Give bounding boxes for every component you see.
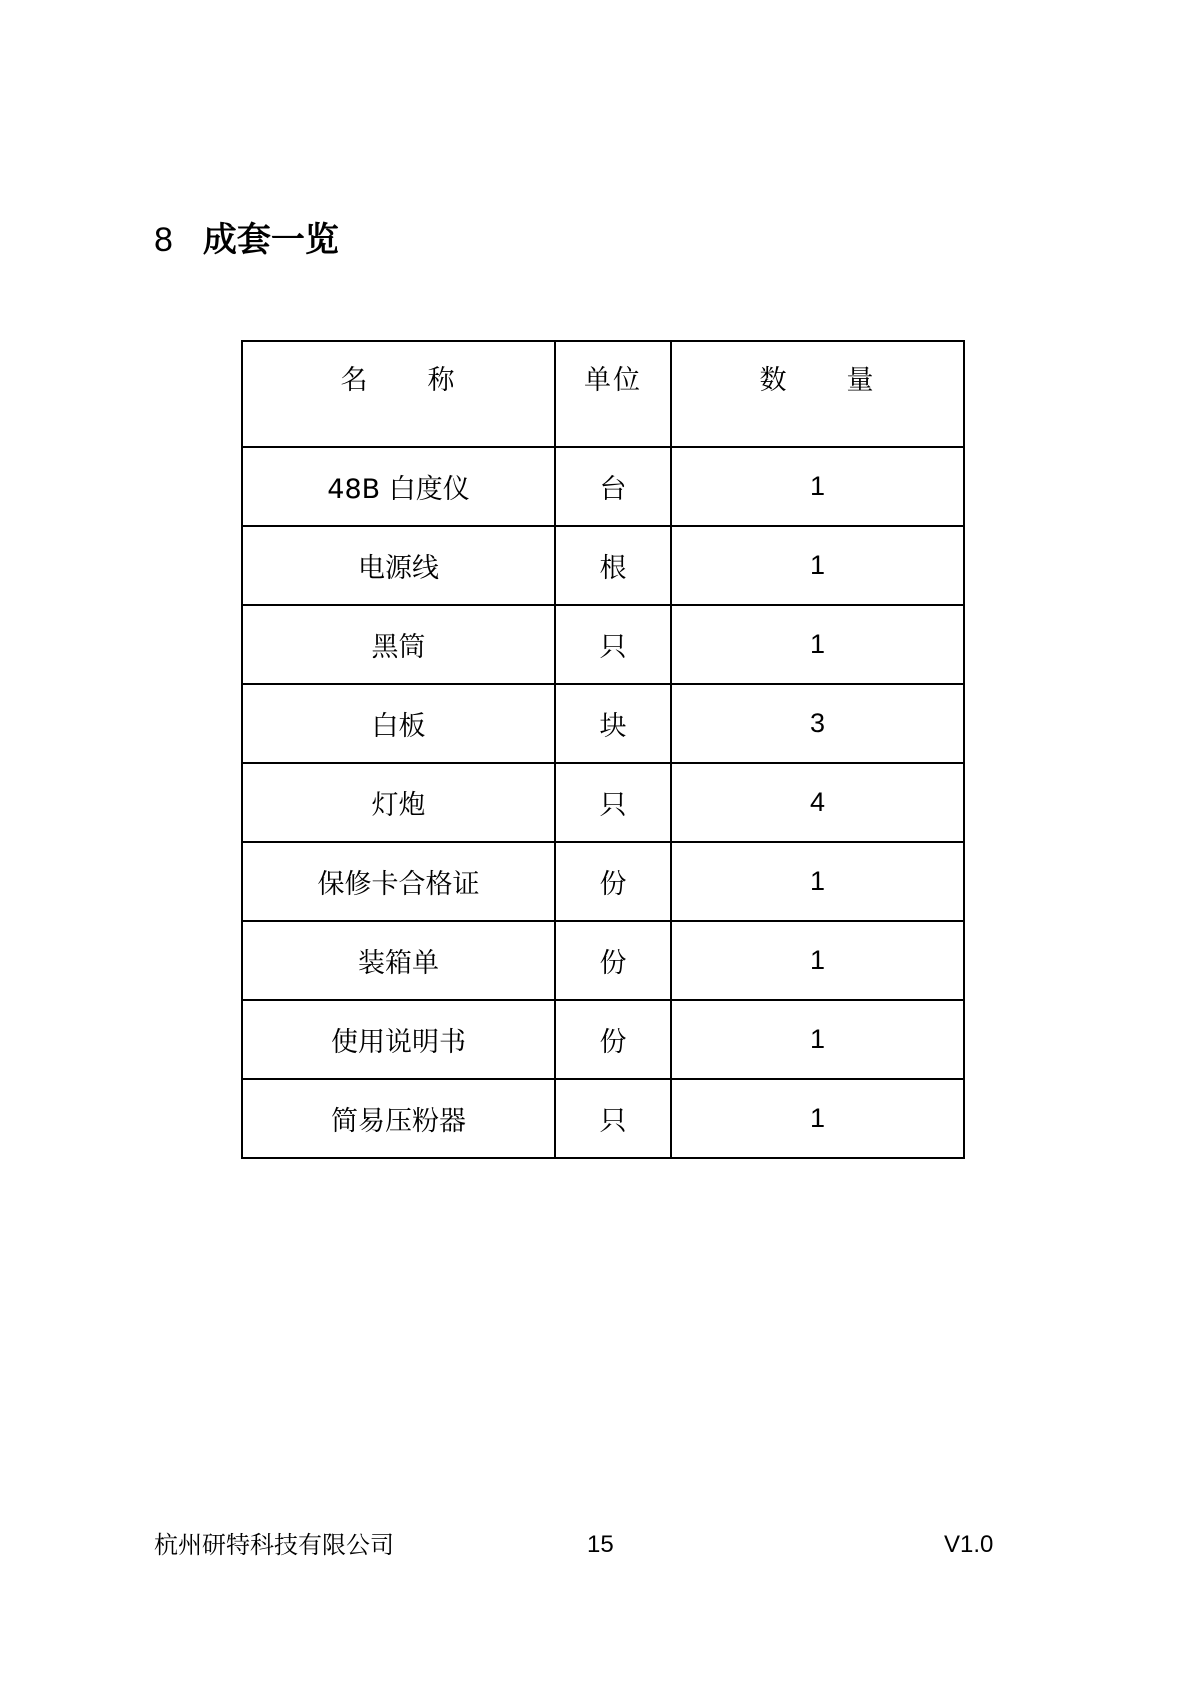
section-title: 成套一览 (202, 220, 339, 260)
cell-qty: 1 (671, 1000, 964, 1079)
cell-unit: 台 (555, 447, 671, 526)
cell-qty: 1 (671, 605, 964, 684)
cell-name: 使用说明书 (242, 1000, 555, 1079)
cell-unit: 只 (555, 1079, 671, 1158)
footer-version: V1.0 (944, 1531, 994, 1558)
cell-qty: 1 (671, 526, 964, 605)
table-row (242, 605, 964, 684)
footer-page-number: 15 (587, 1531, 614, 1558)
table-row (242, 1000, 964, 1079)
cell-unit: 只 (555, 605, 671, 684)
kit-list-table (241, 340, 965, 1159)
cell-qty: 1 (671, 921, 964, 1000)
cell-unit: 份 (555, 1000, 671, 1079)
cell-name: 灯炮 (242, 763, 555, 842)
cell-name: 保修卡合格证 (242, 842, 555, 921)
cell-name: 白板 (242, 684, 555, 763)
cell-unit: 份 (555, 842, 671, 921)
cell-name: 48B 白度仪 (242, 447, 555, 526)
section-heading (154, 215, 339, 265)
cell-qty: 3 (671, 684, 964, 763)
table-header-row (242, 341, 964, 447)
table-row (242, 447, 964, 526)
cell-unit: 只 (555, 763, 671, 842)
cell-unit: 根 (555, 526, 671, 605)
cell-name: 电源线 (242, 526, 555, 605)
cell-qty: 1 (671, 1079, 964, 1158)
table-row (242, 1079, 964, 1158)
cell-unit: 块 (555, 684, 671, 763)
table-row (242, 763, 964, 842)
table-row (242, 842, 964, 921)
cell-qty: 4 (671, 763, 964, 842)
header-name: 名 称 (242, 341, 555, 447)
cell-name: 简易压粉器 (242, 1079, 555, 1158)
cell-unit: 份 (555, 921, 671, 1000)
cell-qty: 1 (671, 842, 964, 921)
cell-name: 黑筒 (242, 605, 555, 684)
header-unit: 单位 (555, 341, 671, 447)
header-quantity: 数 量 (671, 341, 964, 447)
cell-qty: 1 (671, 447, 964, 526)
footer-company: 杭州研特科技有限公司 (154, 1531, 394, 1559)
section-number: 8 (154, 221, 173, 259)
table-row (242, 921, 964, 1000)
table-row (242, 526, 964, 605)
table-row (242, 684, 964, 763)
cell-name: 装箱单 (242, 921, 555, 1000)
